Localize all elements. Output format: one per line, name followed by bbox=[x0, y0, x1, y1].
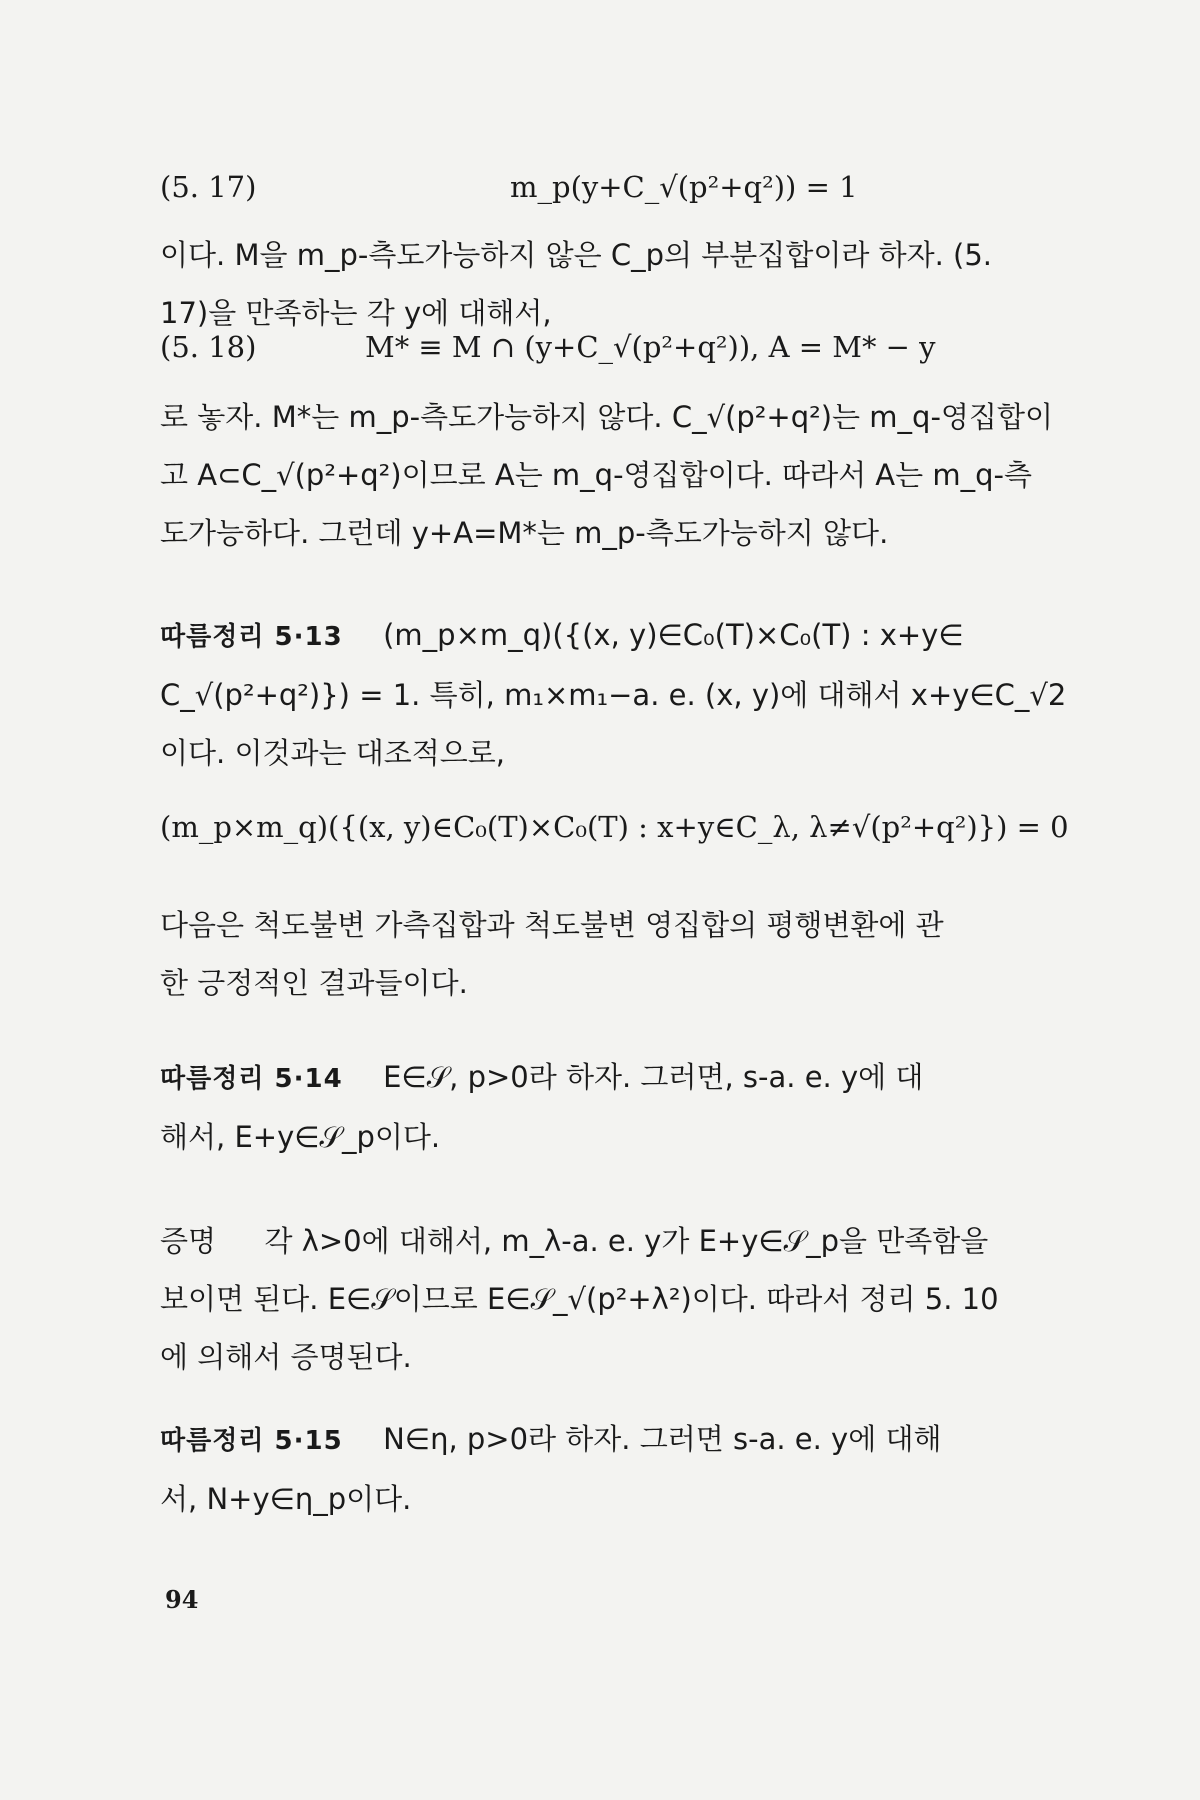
equation-body: M* ≡ M ∩ (y+C_√(p²+q²)), A = M* − y bbox=[365, 330, 936, 364]
paragraph-1 bbox=[160, 226, 1040, 342]
page-number: 94 bbox=[165, 1585, 199, 1614]
corollary-5-13 bbox=[160, 606, 1067, 782]
text-line: 이다. 이것과는 대조적으로, bbox=[160, 736, 506, 770]
paragraph-2 bbox=[160, 388, 1053, 562]
text-line: (m_p×m_q)({(x, y)∈C₀(T)×C₀(T) : x+y∈ bbox=[383, 618, 964, 652]
proof-block bbox=[160, 1212, 1040, 1386]
proof-label: 증명 bbox=[160, 1224, 217, 1258]
text-line: 다음은 척도불변 가측집합과 척도불변 영집합의 평행변환에 관 bbox=[160, 908, 944, 942]
text-line: 보이면 된다. E∈𝒮이므로 E∈𝒮_√(p²+λ²)이다. 따라서 정리 5. 10 bbox=[160, 1282, 999, 1316]
equation-body: m_p(y+C_√(p²+q²)) = 1 bbox=[510, 170, 858, 204]
text-line: 17)을 만족하는 각 y에 대해서, bbox=[160, 296, 552, 330]
paragraph-3 bbox=[160, 896, 1040, 1012]
corollary-5-14 bbox=[160, 1048, 1040, 1166]
equation-body: (m_p×m_q)({(x, y)∈C₀(T)×C₀(T) : x+y∈C_λ, λ≠√(p²+q²)}) = 0 bbox=[160, 810, 1069, 844]
text-line: 로 놓자. M*는 m_p-측도가능하지 않다. C_√(p²+q²)는 m_q-영집합이 bbox=[160, 400, 1053, 434]
text-line: 에 의해서 증명된다. bbox=[160, 1340, 412, 1374]
text-line: 고 A⊂C_√(p²+q²)이므로 A는 m_q-영집합이다. 따라서 A는 m_q-측 bbox=[160, 458, 1033, 492]
corollary-5-15 bbox=[160, 1410, 1040, 1528]
corollary-label: 따름정리 5·15 bbox=[160, 1426, 343, 1456]
text-line: 각 λ>0에 대해서, m_λ-a. e. y가 E+y∈𝒮_p을 만족함을 bbox=[264, 1224, 989, 1258]
corollary-label: 따름정리 5·13 bbox=[160, 622, 343, 652]
text-line: C_√(p²+q²)}) = 1. 특히, m₁×m₁−a. e. (x, y)에 대해서 x+y∈C_√2 bbox=[160, 678, 1067, 712]
text-line: 한 긍정적인 결과들이다. bbox=[160, 966, 468, 1000]
formula-contrast bbox=[160, 810, 1069, 854]
text-line: N∈η, p>0라 하자. 그러면 s-a. e. y에 대해 bbox=[383, 1422, 942, 1456]
text-line: 서, N+y∈η_p이다. bbox=[160, 1482, 412, 1516]
equation-number: (5. 17) bbox=[160, 170, 257, 204]
text-line: 도가능하다. 그런데 y+A=M*는 m_p-측도가능하지 않다. bbox=[160, 516, 889, 550]
equation-5-18 bbox=[160, 330, 1040, 374]
text-line: 이다. M을 m_p-측도가능하지 않은 C_p의 부분집합이라 하자. (5. bbox=[160, 238, 993, 272]
text-line: E∈𝒮, p>0라 하자. 그러면, s-a. e. y에 대 bbox=[383, 1060, 924, 1094]
equation-5-17 bbox=[160, 170, 1040, 214]
corollary-label: 따름정리 5·14 bbox=[160, 1064, 343, 1094]
text-line: 해서, E+y∈𝒮_p이다. bbox=[160, 1120, 441, 1154]
equation-number: (5. 18) bbox=[160, 330, 257, 364]
